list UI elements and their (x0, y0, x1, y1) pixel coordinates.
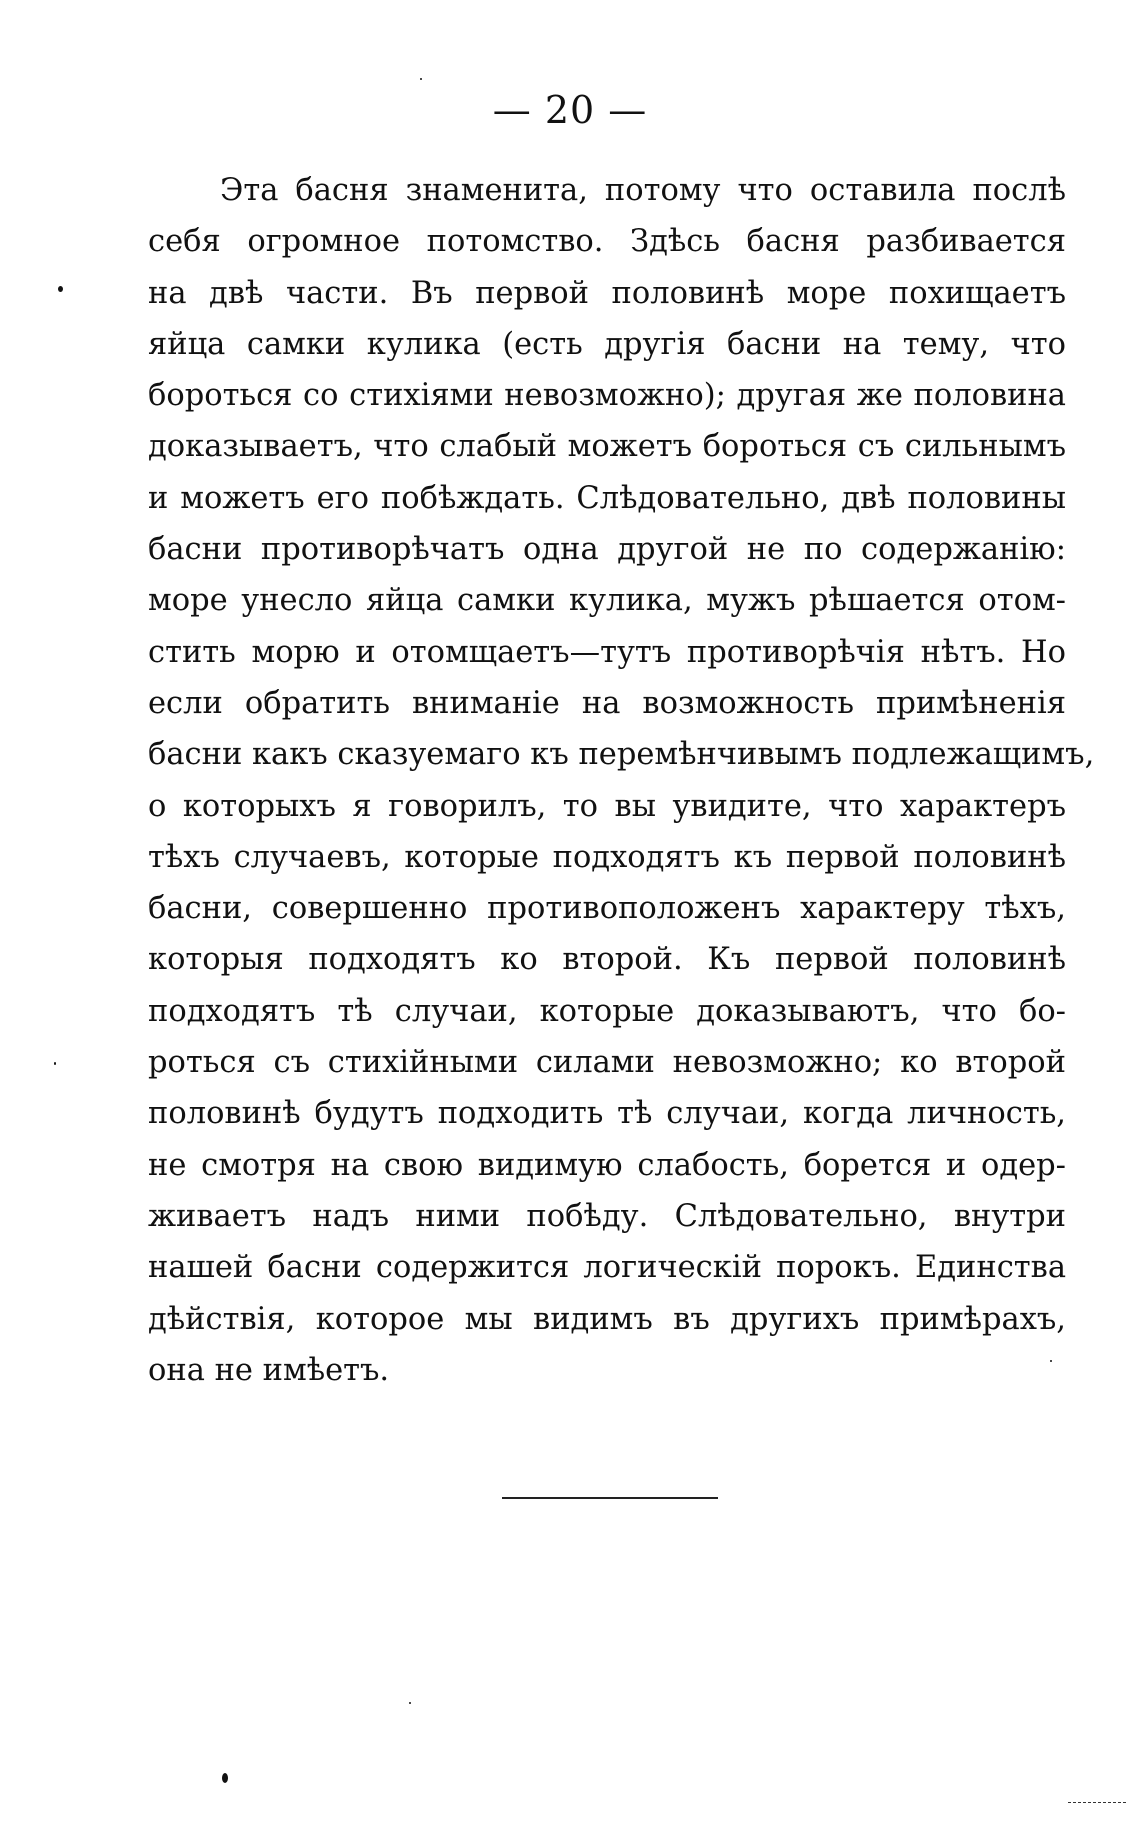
text-line: половинѣ будутъ подходить тѣ случаи, когда личность, (148, 1096, 1066, 1132)
text-line: доказываетъ, что слабый можетъ бороться съ сильнымъ (148, 429, 1066, 465)
ink-speck (54, 1062, 56, 1065)
text-line: стить морю и отомщаетъ—тутъ противорѣчія нѣтъ. Но (148, 634, 1066, 670)
text-line: роться съ стихійными силами невозможно; ко второй (148, 1045, 1066, 1081)
scan-edge-mark (1068, 1802, 1126, 1803)
ink-speck (409, 1702, 411, 1704)
text-line: на двѣ части. Въ первой половинѣ море похищаетъ (148, 275, 1066, 311)
text-line: море унесло яйца самки кулика, мужъ рѣшается отом- (148, 583, 1066, 619)
ink-speck (420, 78, 422, 80)
ink-speck (58, 286, 63, 292)
text-line: Эта басня знаменита, потому что оставила послѣ (220, 173, 1066, 208)
text-line: тѣхъ случаевъ, которые подходятъ къ первой половинѣ (148, 839, 1066, 875)
text-line: басни противорѣчатъ одна другой не по содержанію: (148, 532, 1066, 568)
ink-speck (222, 1773, 228, 1783)
text-line: если обратить вниманіе на возможность примѣненія (148, 685, 1066, 721)
text-line: басни какъ сказуемаго къ перемѣнчивымъ подлежащимъ, (148, 737, 1095, 773)
text-line: она не имѣетъ. (148, 1352, 390, 1388)
text-line: которыя подходятъ ко второй. Къ первой половинѣ (148, 942, 1066, 978)
text-line: бороться со стихіями невозможно); другая же половина (148, 378, 1066, 414)
text-line: себя огромное потомство. Здѣсь басня разбивается (148, 224, 1066, 260)
body-text (148, 165, 1095, 1396)
text-line: нашей басни содержится логическій порокъ. Единства (148, 1250, 1066, 1286)
text-line: яйца самки кулика (есть другія басни на тему, что (148, 326, 1066, 362)
text-line: о которыхъ я говорилъ, то вы увидите, что характеръ (148, 788, 1066, 824)
page-number: — 20 — (492, 88, 648, 132)
text-line: дѣйствія, которое мы видимъ въ другихъ примѣрахъ, (148, 1301, 1066, 1337)
text-line: и можетъ его побѣждать. Слѣдовательно, двѣ половины (148, 480, 1066, 516)
text-line: не смотря на свою видимую слабость, борется и одер- (148, 1147, 1066, 1183)
text-line: подходятъ тѣ случаи, которые доказываютъ, что бо- (148, 993, 1066, 1029)
end-rule (502, 1497, 718, 1499)
text-line: басни, совершенно противоположенъ характеру тѣхъ, (148, 891, 1066, 927)
ink-speck (1050, 1360, 1052, 1362)
text-line: живаетъ надъ ними побѣду. Слѣдовательно, внутри (148, 1198, 1066, 1234)
